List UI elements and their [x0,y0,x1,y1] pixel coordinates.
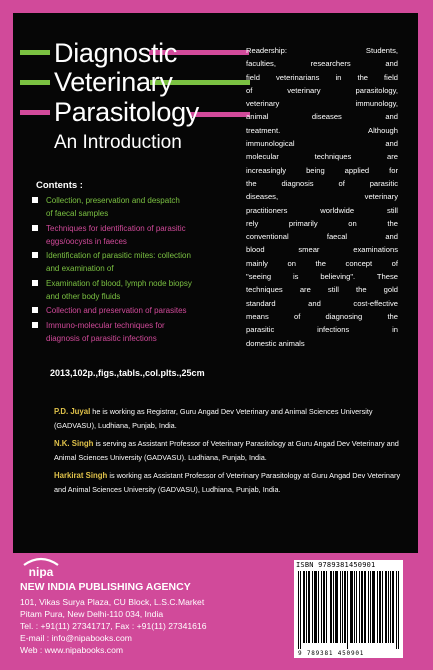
blurb-line: immunological and [246,139,398,149]
barcode-bar [362,571,363,643]
barcode-bar [318,571,319,643]
barcode-bar [398,571,399,649]
barcode-bar [372,571,373,643]
blurb-line: rely primarily on the [246,218,398,228]
contents-item [32,249,237,275]
barcode-bar [386,571,387,643]
contents-heading: Contents : [36,180,83,191]
blurb-line: molecular techniques are [246,152,398,162]
contents-item-text: Identification of parasitic mites: collection [46,251,191,260]
blurb-line: practitioners worldwide still [246,205,398,215]
barcode-bar [337,571,338,643]
blurb-line: field veterinarians in the field [246,72,398,82]
barcode-bar [306,571,307,643]
barcode-bar [390,571,391,643]
barcode-bar [336,571,337,643]
barcode-bar [321,571,322,643]
barcode-bar [377,571,378,643]
decorative-bar [20,50,50,55]
barcode-digits: 9 789381 450901 [298,650,365,657]
decorative-bar [20,110,50,115]
barcode-bar [388,571,389,643]
contents-item [32,194,237,220]
barcode-bar [392,571,393,643]
book-subtitle: An Introduction [54,132,182,153]
logo-text: nipa [28,565,54,578]
bullet-square-icon [32,225,38,231]
author-bios [54,405,404,501]
barcode-bar [364,571,365,643]
bullet-square-icon [32,307,38,313]
contents-item-text: eggs/oocysts in faeces [46,236,127,246]
decorative-bar [20,80,50,85]
contents-list [32,194,237,346]
contents-item-text: Examination of blood, lymph node biopsy [46,278,192,288]
blurb-line: standard and cost-effective [246,298,398,308]
barcode-bar [308,571,309,643]
barcode-bar [345,571,346,643]
blurb-line: means of diagnosing the [246,311,398,321]
blurb-line: the diagnosis of parasitic [246,178,398,188]
barcode-bar [365,571,366,643]
barcode-bar [361,571,362,643]
barcode-bar [356,571,357,643]
publisher-email: E-mail : info@nipabooks.com [20,633,132,643]
blurb-line: increasingly being applied for [246,165,398,175]
blurb-line: of veterinary parasitology, [246,85,398,95]
barcode-bar [323,571,324,643]
barcode-bar [370,571,371,643]
barcode-bar [324,571,325,643]
blurb-line: faculties, researchers and [246,59,398,69]
contents-item-text: Techniques for identification of parasitic [46,223,186,233]
barcode-bar [374,571,375,643]
barcode-bar [303,571,304,643]
barcode-bar [314,571,315,643]
nipa-logo [20,556,62,578]
blurb-line: treatment. Although [246,125,398,135]
barcode-bars [298,571,399,649]
publisher-website: Web : www.nipabooks.com [20,645,124,655]
contents-item [32,319,237,345]
barcode-bar [300,571,301,649]
publisher-name: NEW INDIA PUBLISHING AGENCY [20,581,191,593]
blurb-line: veterinary immunology, [246,99,398,109]
blurb-line: blood smear examinations [246,245,398,255]
contents-item-text: and other body fluids [46,291,121,301]
barcode-bar [342,571,343,643]
barcode-bar [331,571,332,643]
publication-info: 2013,102p.,figs.,tabls.,col.plts.,25cm [50,368,205,378]
bullet-square-icon [32,252,38,258]
blurb-line: animal diseases and [246,112,398,122]
contents-item-text: Collection and preservation of parasites [46,306,187,315]
barcode-bar [373,571,374,643]
contents-item-text: and examination of [46,264,114,273]
barcode-bar [354,571,355,643]
barcode-bar [382,571,383,643]
author-name: N.K. Singh [54,439,94,448]
barcode-bar [304,571,305,643]
barcode-bar [368,571,369,643]
barcode-bar [330,571,331,643]
barcode-bar [333,571,334,643]
barcode-bar [309,571,310,643]
barcode-bar [351,571,352,643]
blurb-line: Readership: Students, [246,46,398,55]
readership-blurb [246,44,398,350]
contents-item-text: Immuno-molecular techniques for [46,320,165,330]
publisher-phone: Tel. : +91(11) 27341717, Fax : +91(11) 27341616 [20,621,207,631]
barcode-bar [393,571,394,643]
barcode-bar [347,571,348,649]
author-name: Harkirat Singh [54,471,108,480]
publisher-address-line: Pitam Pura, New Delhi-110 034, India [20,609,164,619]
barcode-bar [379,571,380,643]
barcode-bar [396,571,397,649]
barcode-bar [316,571,317,643]
barcode-bar [359,571,360,643]
contents-item [32,277,237,303]
contents-item [32,304,237,317]
barcode-bar [380,571,381,643]
bullet-square-icon [32,280,38,286]
barcode-bar [352,571,353,643]
author-bio [54,437,404,464]
blurb-line: parasitic infections in [246,325,398,335]
author-description: he is working as Registrar, Guru Angad Dev Veterinary and Animal Sciences University (GADVASU), Ludhiana, Punjab, India. [54,407,373,430]
barcode-bar [350,571,351,643]
book-title-line-2: Veterinary [54,67,173,97]
barcode-bar [315,571,316,643]
author-bio [54,469,404,496]
blurb-line: mainly on the concept of [246,258,398,268]
blurb-line: "seeing is believing". These [246,272,398,282]
isbn-barcode [294,560,403,658]
decorative-bar [190,112,250,117]
publisher-address-line: 101, Vikas Surya Plaza, CU Block, L.S.C.Market [20,597,205,607]
author-bio [54,405,404,432]
book-title-line-3: Parasitology [54,97,199,127]
blurb-line: domestic animals [246,338,305,348]
barcode-bar [326,571,327,643]
contents-item-text: diagnosis of parasitic infections [46,333,157,343]
barcode-bar [344,571,345,643]
contents-item-text: Collection, preservation and despatch [46,196,180,205]
author-description: is working as Assistant Professor of Veterinary Parasitology at Guru Angad Dev Veterinary and Animal Sciences University (GADVASU), Ludhiana, Punjab, India. [54,471,401,494]
blurb-line: conventional faecal and [246,232,398,242]
contents-item [32,222,237,248]
contents-item-text: of faecal samples [46,209,109,218]
blurb-line: diseases, veterinary [246,192,398,202]
isbn-label: ISBN 9789381450901 [296,561,376,569]
blurb-line: techniques are still the gold [246,285,398,295]
book-title-line-1: Diagnostic [54,38,178,68]
author-name: P.D. Juyal [54,407,91,416]
barcode-bar [312,571,313,643]
barcode-bar [298,571,299,649]
barcode-bar [335,571,336,643]
bullet-square-icon [32,322,38,328]
author-description: is serving as Assistant Professor of Veterinary Parasitology at Guru Angad Dev Veterinary and Animal Sciences University (GADVASU). Ludhiana, Punjab, India. [54,439,399,462]
bullet-square-icon [32,197,38,203]
barcode-bar [340,571,341,643]
barcode-bar [385,571,386,643]
